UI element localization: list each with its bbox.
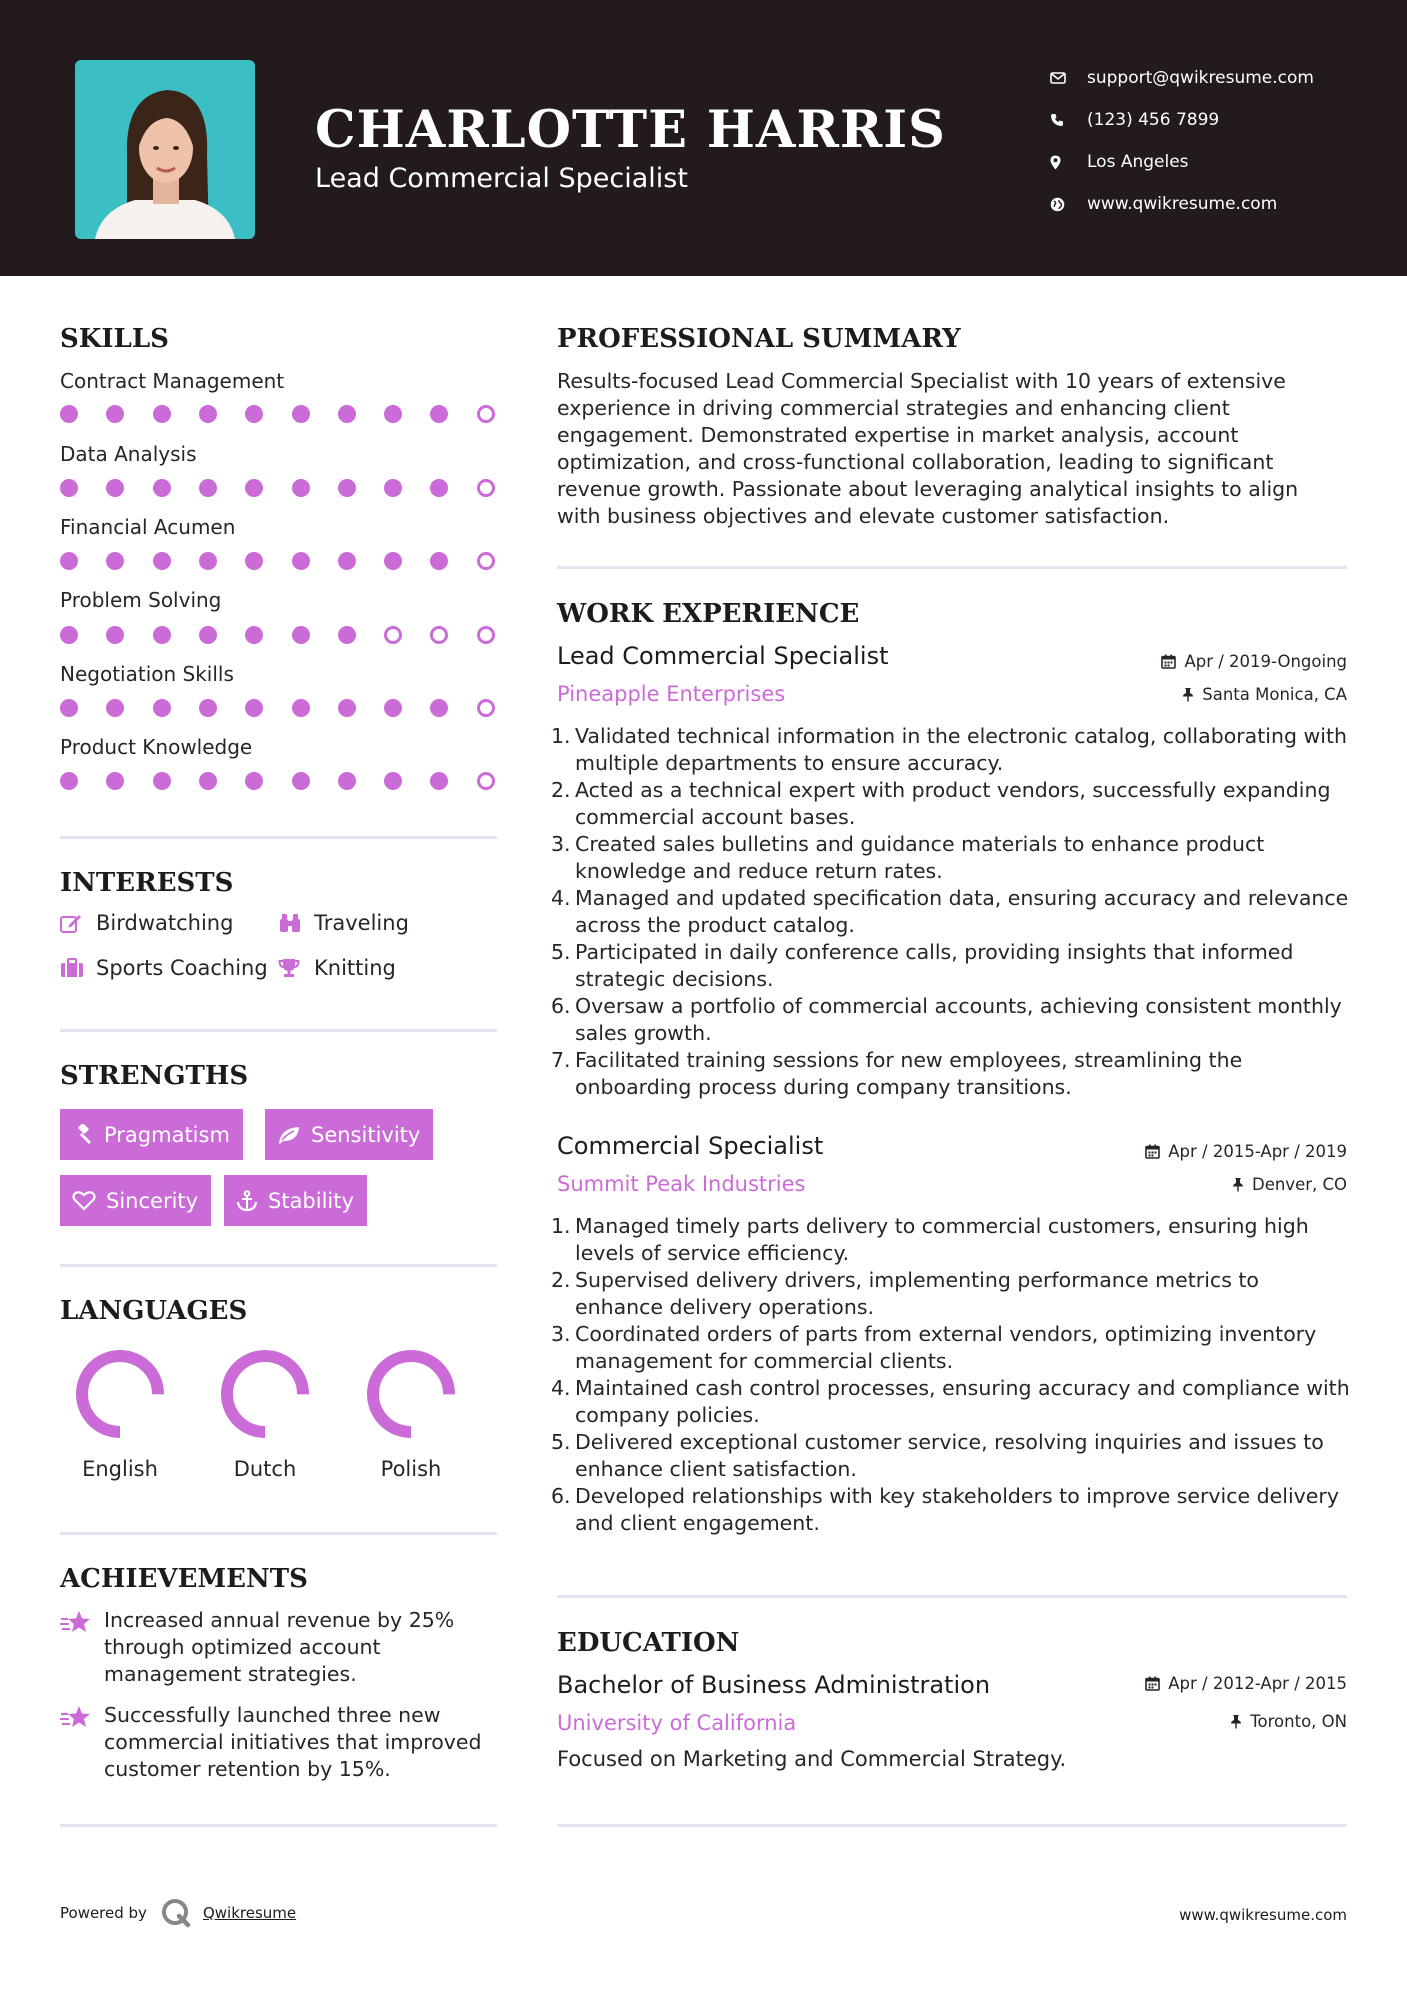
binoculars-icon — [278, 913, 314, 933]
contact-list — [1050, 57, 1314, 225]
strengths-title: STRENGTHS — [60, 1061, 249, 1091]
section-divider — [557, 1824, 1347, 1827]
summary-text: Results-focused Lead Commercial Specialist with 10 years of extensive experience in driving commercial strategies and enhancing client engagement. Demonstrated expertise in market analysis, account optimization, and cross-functional collaboration, leading to significant revenue growth. Passionate about leveraging analytical insights to align with business objectives and elevate customer satisfaction. — [557, 369, 1299, 528]
map-pin-icon — [1050, 155, 1087, 170]
skill-dot-filled — [338, 772, 356, 790]
skill-dot-filled — [199, 552, 217, 570]
skill-rating — [60, 478, 500, 498]
skill-dot-filled — [106, 479, 124, 497]
contact-website[interactable] — [1050, 183, 1314, 225]
interest-item — [60, 956, 268, 980]
skill-dot-empty — [477, 405, 495, 423]
job-bullets — [551, 723, 1351, 1101]
skill-dot-filled — [60, 626, 78, 644]
skill-dot-empty — [477, 772, 495, 790]
skill-dot-filled — [384, 405, 402, 423]
section-divider — [60, 1532, 497, 1535]
skill-dot-filled — [338, 405, 356, 423]
skill-dot-filled — [245, 479, 263, 497]
job-dates — [1161, 652, 1347, 671]
skill-dot-filled — [60, 552, 78, 570]
skill-dot-filled — [292, 626, 310, 644]
language-item — [60, 1346, 180, 1481]
job-location — [1182, 685, 1347, 704]
contact-location-text: Los Angeles — [1087, 152, 1189, 172]
contact-phone-text: (123) 456 7899 — [1087, 110, 1220, 130]
language-item — [351, 1346, 471, 1481]
star-icon — [60, 1607, 104, 1688]
skill-dot-filled — [60, 772, 78, 790]
resume-header — [0, 0, 1407, 276]
degree-title: Bachelor of Business Administration — [557, 1671, 991, 1699]
list-item: 7. Facilitated training sessions for new employees, streamlining the onboarding process during company transitions. — [551, 1048, 1243, 1099]
language-name: English — [82, 1457, 158, 1481]
skill-name: Product Knowledge — [60, 735, 253, 759]
list-item: 4. Maintained cash control processes, ensuring accuracy and compliance with company policies. — [551, 1376, 1350, 1427]
skills-title: SKILLS — [60, 324, 169, 354]
skill-dot-filled — [338, 699, 356, 717]
skill-dot-filled — [199, 479, 217, 497]
qwikresume-link[interactable]: Qwikresume — [202, 1904, 297, 1922]
job-dates — [1145, 1142, 1347, 1161]
language-name: Dutch — [233, 1457, 297, 1481]
strength-tag — [224, 1175, 367, 1226]
list-item: 3. Created sales bulletins and guidance materials to enhance product knowledge and reduce return rates. — [551, 832, 1265, 883]
skill-dot-filled — [60, 699, 78, 717]
list-item: 4. Managed and updated specification data, ensuring accuracy and relevance across the product catalog. — [551, 886, 1349, 937]
education-dates-text: Apr / 2012-Apr / 2015 — [1168, 1674, 1347, 1693]
section-divider — [557, 566, 1347, 569]
strength-label: Pragmatism — [104, 1122, 230, 1147]
strength-label: Stability — [268, 1188, 354, 1213]
list-item: 6. Oversaw a portfolio of commercial accounts, achieving consistent monthly sales growth. — [551, 994, 1342, 1045]
powered-by-label: Powered by — [60, 1904, 147, 1922]
skill-rating — [60, 698, 500, 718]
list-item: 5. Delivered exceptional customer service, resolving inquiries and issues to enhance client satisfaction. — [551, 1430, 1324, 1481]
education-dates — [1145, 1674, 1347, 1693]
language-ring — [217, 1346, 313, 1442]
strength-label: Sincerity — [106, 1188, 199, 1213]
suitcase-icon — [60, 958, 96, 978]
skill-dot-filled — [430, 552, 448, 570]
globe-icon — [1050, 197, 1087, 212]
strength-tag — [60, 1109, 243, 1160]
skill-dot-filled — [292, 772, 310, 790]
school-name: University of California — [557, 1711, 797, 1735]
gavel-icon — [72, 1124, 94, 1146]
list-item: 2. Supervised delivery drivers, implementing performance metrics to enhance delivery operations. — [551, 1268, 1259, 1319]
trophy-icon — [278, 958, 314, 978]
candidate-name: CHARLOTTE HARRIS — [315, 100, 946, 160]
skill-dot-empty — [477, 626, 495, 644]
skill-name: Contract Management — [60, 369, 285, 393]
pushpin-icon — [1232, 1177, 1244, 1192]
education-description: Focused on Marketing and Commercial Strategy. — [557, 1747, 1067, 1771]
skill-dot-filled — [245, 405, 263, 423]
interest-item — [60, 911, 233, 935]
skill-dot-filled — [199, 699, 217, 717]
education-location — [1230, 1712, 1347, 1731]
skill-dot-filled — [292, 405, 310, 423]
achievement-text: Increased annual revenue by 25% through optimized account management strategies. — [104, 1608, 455, 1686]
skill-dot-filled — [199, 772, 217, 790]
skill-dot-filled — [384, 772, 402, 790]
skill-rating — [60, 551, 500, 571]
leaf-icon — [277, 1125, 301, 1145]
skill-dot-filled — [430, 405, 448, 423]
strength-tag — [60, 1175, 211, 1226]
company-name: Pineapple Enterprises — [557, 682, 786, 706]
skill-dot-filled — [199, 626, 217, 644]
section-divider — [557, 1595, 1347, 1598]
skill-dot-filled — [106, 552, 124, 570]
strength-label: Sensitivity — [311, 1122, 421, 1147]
list-item: 1. Validated technical information in the electronic catalog, collaborating with multiple departments to ensure accuracy. — [551, 724, 1347, 775]
candidate-role: Lead Commercial Specialist — [315, 163, 688, 194]
job-dates-text: Apr / 2019-Ongoing — [1184, 652, 1347, 671]
skill-dot-filled — [430, 772, 448, 790]
interest-label: Birdwatching — [96, 911, 234, 935]
language-ring-arc — [82, 1356, 158, 1432]
skill-dot-filled — [338, 552, 356, 570]
skill-name: Problem Solving — [60, 588, 222, 612]
skill-rating — [60, 625, 500, 645]
contact-website-text: www.qwikresume.com — [1087, 194, 1278, 214]
skill-dot-filled — [106, 405, 124, 423]
job-title: Commercial Specialist — [557, 1132, 824, 1160]
interest-item — [278, 911, 409, 935]
skill-dot-empty — [477, 552, 495, 570]
language-ring — [363, 1346, 459, 1442]
skill-dot-filled — [245, 772, 263, 790]
strength-tag — [265, 1109, 433, 1160]
star-icon — [60, 1702, 104, 1783]
skill-dot-filled — [153, 772, 171, 790]
skill-dot-filled — [430, 479, 448, 497]
skill-dot-filled — [60, 405, 78, 423]
skill-dot-filled — [338, 626, 356, 644]
languages-title: LANGUAGES — [60, 1296, 248, 1326]
achievement-item — [60, 1702, 500, 1783]
language-item — [205, 1346, 325, 1481]
interest-label: Knitting — [314, 956, 396, 980]
heart-icon — [72, 1190, 96, 1211]
education-title: EDUCATION — [557, 1628, 740, 1658]
skill-name: Financial Acumen — [60, 515, 236, 539]
skill-dot-filled — [292, 479, 310, 497]
pushpin-icon — [1230, 1714, 1242, 1729]
skill-dot-filled — [153, 479, 171, 497]
company-name: Summit Peak Industries — [557, 1172, 806, 1196]
skill-dot-filled — [245, 699, 263, 717]
skill-dot-filled — [199, 405, 217, 423]
skill-dot-filled — [153, 699, 171, 717]
profile-photo — [75, 60, 255, 239]
skill-dot-filled — [384, 699, 402, 717]
job-location-text: Denver, CO — [1251, 1175, 1347, 1194]
skill-dot-filled — [245, 626, 263, 644]
language-ring — [72, 1346, 168, 1442]
skill-dot-filled — [106, 772, 124, 790]
contact-location — [1050, 141, 1314, 183]
skill-dot-filled — [338, 479, 356, 497]
skill-dot-filled — [60, 479, 78, 497]
skill-dot-empty — [477, 479, 495, 497]
footer-website-link[interactable]: www.qwikresume.com — [1179, 1906, 1347, 1924]
section-divider — [60, 1029, 497, 1032]
skill-dot-filled — [384, 479, 402, 497]
interest-label: Traveling — [314, 911, 409, 935]
achievement-text: Successfully launched three new commercial initiatives that improved customer retention by 15%. — [104, 1703, 482, 1781]
education-location-text: Toronto, ON — [1250, 1712, 1347, 1731]
skill-dot-filled — [430, 699, 448, 717]
skill-rating — [60, 771, 500, 791]
interest-label: Sports Coaching — [96, 956, 268, 980]
achievement-item — [60, 1607, 500, 1688]
skill-dot-filled — [292, 552, 310, 570]
job-title: Lead Commercial Specialist — [557, 642, 889, 670]
skill-dot-filled — [106, 699, 124, 717]
skill-dot-filled — [106, 626, 124, 644]
list-item: 5. Participated in daily conference calls, providing insights that informed strategic decisions. — [551, 940, 1294, 991]
skill-name: Negotiation Skills — [60, 662, 234, 686]
list-item: 3. Coordinated orders of parts from external vendors, optimizing inventory management for commercial clients. — [551, 1322, 1317, 1373]
skill-dot-filled — [292, 699, 310, 717]
job-location — [1232, 1175, 1347, 1194]
skill-rating — [60, 404, 500, 424]
skill-dot-empty — [430, 626, 448, 644]
skill-dot-empty — [384, 626, 402, 644]
anchor-icon — [236, 1190, 258, 1212]
language-ring-arc — [373, 1356, 449, 1432]
summary-title: PROFESSIONAL SUMMARY — [557, 324, 961, 354]
skill-dot-filled — [153, 405, 171, 423]
job-location-text: Santa Monica, CA — [1202, 685, 1347, 704]
skill-dot-empty — [477, 699, 495, 717]
skill-dot-filled — [153, 626, 171, 644]
job-bullets — [551, 1213, 1351, 1537]
skill-name: Data Analysis — [60, 442, 197, 466]
pushpin-icon — [1182, 687, 1194, 702]
job-dates-text: Apr / 2015-Apr / 2019 — [1168, 1142, 1347, 1161]
list-item: 6. Developed relationships with key stakeholders to improve service delivery and client engagement. — [551, 1484, 1339, 1535]
language-name: Polish — [380, 1457, 442, 1481]
section-divider — [60, 1264, 497, 1267]
skill-dot-filled — [245, 552, 263, 570]
section-divider — [60, 836, 497, 839]
footer-powered-by — [60, 1898, 296, 1928]
language-ring-arc — [227, 1356, 303, 1432]
interests-title: INTERESTS — [60, 868, 234, 898]
interest-item — [278, 956, 396, 980]
contact-email-text: support@qwikresume.com — [1087, 68, 1314, 88]
skill-dot-filled — [153, 552, 171, 570]
list-item: 1. Managed timely parts delivery to commercial customers, ensuring high levels of service efficiency. — [551, 1214, 1309, 1265]
calendar-icon — [1145, 1676, 1160, 1691]
envelope-icon — [1050, 72, 1087, 84]
skill-dot-filled — [384, 552, 402, 570]
section-divider — [60, 1824, 497, 1827]
phone-icon — [1050, 113, 1087, 127]
list-item: 2. Acted as a technical expert with product vendors, successfully expanding commercial account bases. — [551, 778, 1331, 829]
achievements-title: ACHIEVEMENTS — [60, 1564, 308, 1594]
contact-email[interactable] — [1050, 57, 1314, 99]
contact-phone[interactable] — [1050, 99, 1314, 141]
qwikresume-logo-icon — [161, 1898, 191, 1928]
pencil-square-icon — [60, 913, 96, 933]
calendar-icon — [1161, 654, 1176, 669]
experience-title: WORK EXPERIENCE — [557, 599, 860, 629]
calendar-icon — [1145, 1144, 1160, 1159]
